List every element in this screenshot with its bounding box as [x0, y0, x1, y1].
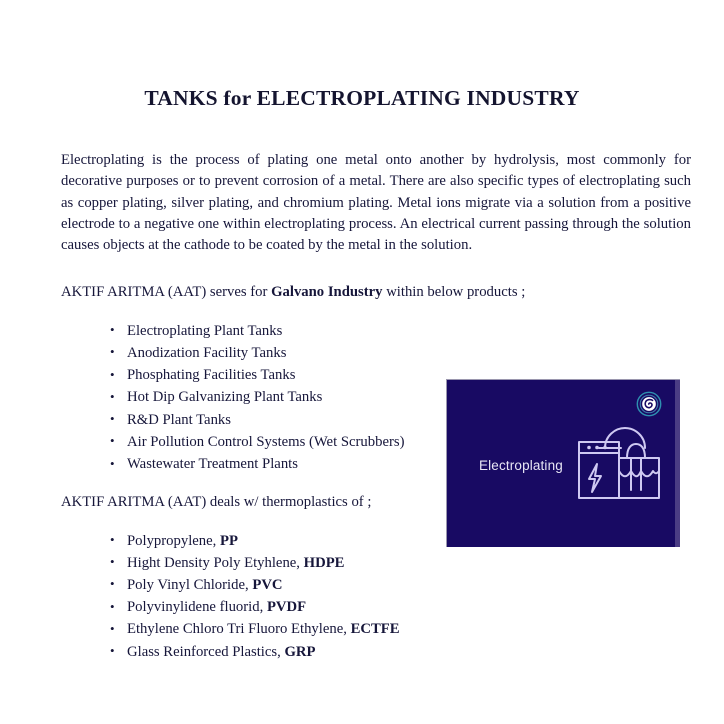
list-item: [110, 574, 691, 596]
intro-paragraph: Electroplating is the process of plating one metal onto another by hydrolysis, most commonly for decorative purposes or to prevent corrosion of a metal. There are also specific types of electroplating such as copper plating, silver plating, and chromium plating. Metal ions migrate via a solution from a positive electrode to a negative one within electroplating process. An electrical current passing through the solution causes objects at the cathode to be coated by the metal in the solution.: [61, 152, 691, 254]
list-item-abbreviation: GRP: [284, 643, 316, 660]
list-item: [110, 342, 691, 364]
list-item-label: Wastewater Treatment Plants: [127, 456, 298, 472]
list-item-label: Polypropylene,: [127, 532, 221, 549]
swirl-e-logo-icon: [636, 391, 662, 417]
card-label: Electroplating: [479, 458, 563, 473]
list-item-label: Glass Reinforced Plastics,: [127, 643, 285, 660]
products-lead-text-before: AKTIF ARITMA (AAT) serves for: [61, 284, 272, 301]
list-item-label: Anodization Facility Tanks: [127, 344, 287, 361]
list-item: [110, 641, 691, 663]
list-item: [110, 618, 691, 640]
products-lead-emphasis: Galvano Industry: [271, 284, 383, 301]
list-item-abbreviation: PVDF: [266, 599, 307, 616]
materials-list: [61, 530, 691, 663]
list-item-abbreviation: PVC: [252, 576, 283, 593]
spacer: [61, 304, 691, 320]
list-item-label: Electroplating Plant Tanks: [127, 322, 283, 339]
list-item-label: Air Pollution Control Systems (Wet Scrubbers): [127, 433, 405, 450]
list-item: [110, 552, 691, 574]
spacer: [61, 256, 691, 282]
list-item-abbreviation: PP: [220, 532, 238, 549]
list-item-label: Hight Density Poly Etyhlene,: [127, 554, 304, 571]
card-edge-accent: [675, 380, 680, 547]
list-item: [110, 596, 691, 618]
electroplating-image-card: [446, 379, 680, 547]
products-lead: [61, 282, 691, 303]
list-item-label: Phosphating Facilities Tanks: [127, 367, 296, 384]
list-item-label: Polyvinylidene fluorid,: [127, 599, 267, 616]
list-item-abbreviation: ECTFE: [350, 621, 400, 638]
list-item-label: Ethylene Chloro Tri Fluoro Ethylene,: [127, 621, 351, 638]
list-item-abbreviation: HDPE: [303, 554, 345, 571]
list-item-label: Hot Dip Galvanizing Plant Tanks: [127, 389, 323, 406]
materials-lead: AKTIF ARITMA (AAT) deals w/ thermoplastics of ;: [61, 494, 372, 511]
products-lead-text-after: within below products ;: [382, 284, 526, 301]
electroplating-tank-icon: [575, 422, 661, 504]
list-item-label: R&D Plant Tanks: [127, 411, 231, 428]
list-item-label: Poly Vinyl Chloride,: [127, 576, 253, 593]
list-item: [110, 320, 691, 342]
page-title: TANKS for ELECTROPLATING INDUSTRY: [144, 86, 580, 111]
